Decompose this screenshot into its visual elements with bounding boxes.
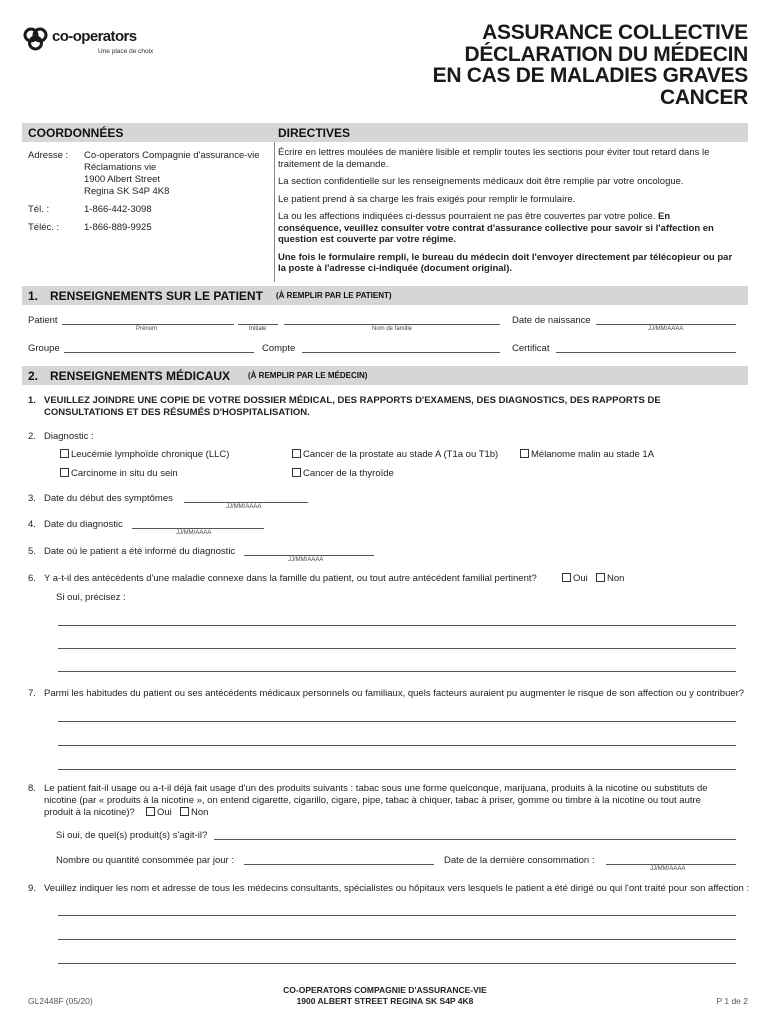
directives-heading: DIRECTIVES xyxy=(278,126,351,140)
directive-1: Écrire en lettres moulées de manière lisible et remplir toutes les sections pour éviter tout retard dans le traitement de la demande. xyxy=(278,147,710,170)
dob-label: Date de naissance xyxy=(512,315,591,326)
q9-number: 9. xyxy=(28,883,36,894)
q6-number: 6. xyxy=(28,573,36,584)
compte-label: Compte xyxy=(262,343,296,354)
q6-answer-line-3[interactable] xyxy=(58,671,736,672)
title-line-3: EN CAS DE MALADIES GRAVES xyxy=(432,64,748,87)
symptom-date-field[interactable] xyxy=(184,502,308,503)
diag-melanome-label: Mélanome malin au stade 1A xyxy=(531,449,655,460)
dob-hint: JJ/MM/AAAA xyxy=(648,326,684,332)
q6-non-option[interactable] xyxy=(596,573,624,584)
q8-number: 8. xyxy=(28,783,36,794)
diagnosis-date-hint: JJ/MM/AAAA xyxy=(176,530,212,536)
form-code: GL2448F (05/20) xyxy=(28,996,93,1006)
q8-non-label: Non xyxy=(191,807,209,818)
informed-date-field[interactable] xyxy=(244,555,374,556)
q8-oui-option[interactable] xyxy=(146,807,172,818)
diag-llc-label: Leucémie lymphoïde chronique (LLC) xyxy=(71,449,230,460)
q6-sub-label: Si oui, précisez : xyxy=(56,592,126,603)
groupe-label: Groupe xyxy=(28,343,60,354)
footer-company: CO-OPERATORS COMPAGNIE D'ASSURANCE-VIE xyxy=(283,985,487,995)
form-title xyxy=(433,22,748,108)
q8-quantity-label: Nombre ou quantité consommée par jour : xyxy=(56,855,234,866)
q7-answer-line-1[interactable] xyxy=(58,721,736,722)
q2-number: 2. xyxy=(28,431,36,442)
initial-field[interactable] xyxy=(238,324,278,325)
q4-number: 4. xyxy=(28,519,36,530)
q3-text: Date du début des symptômes xyxy=(44,493,173,504)
q6-oui-checkbox[interactable] xyxy=(562,573,571,582)
section2-title: RENSEIGNEMENTS MÉDICAUX xyxy=(50,369,231,383)
q6-non-checkbox[interactable] xyxy=(596,573,605,582)
section1-header xyxy=(22,286,748,305)
q6-non-label: Non xyxy=(607,573,625,584)
q6-text: Y a-t-il des antécédents d'une maladie connexe dans la famille du patient, ou tout autre antécédent familial pertinent? xyxy=(44,573,537,584)
q9-answer-line-1[interactable] xyxy=(58,915,736,916)
q8-text-3: produit à la nicotine)? xyxy=(44,807,135,818)
certificat-label: Certificat xyxy=(512,343,550,354)
initial-hint: Initiale xyxy=(249,326,267,332)
q6-answer-line-2[interactable] xyxy=(58,648,736,649)
q9-answer-line-2[interactable] xyxy=(58,939,736,940)
section2-number: 2. xyxy=(28,369,39,383)
diag-thyroide-checkbox[interactable] xyxy=(292,468,301,477)
address-line-4: Regina SK S4P 4K8 xyxy=(84,186,170,197)
section2-header xyxy=(22,366,748,385)
directive-4-bold: En conséquence, veuillez consulter votre contrat d'assurance collective pour savoir si l'affection en question est couverte par votre régime. xyxy=(278,211,714,245)
q7-text: Parmi les habitudes du patient ou ses antécédents médicaux personnels ou familiaux, quels facteurs auraient pu augmenter le risque de son affection ou y contribuer? xyxy=(44,688,745,699)
diag-sein-option[interactable] xyxy=(60,468,178,479)
q2-text: Diagnostic : xyxy=(44,431,94,442)
q5-text: Date où le patient a été informé du diagnostic xyxy=(44,546,236,557)
diag-prostate-option[interactable] xyxy=(292,449,498,460)
q8-products-label: Si oui, de quel(s) produit(s) s'agit-il? xyxy=(56,830,208,841)
informed-date-hint: JJ/MM/AAAA xyxy=(288,557,324,563)
q6-answer-line-1[interactable] xyxy=(58,625,736,626)
patient-label: Patient xyxy=(28,315,58,326)
directive-2: La section confidentielle sur les renseignements médicaux doit être remplie par votre oncologue. xyxy=(278,176,684,187)
q1-number: 1. xyxy=(28,395,36,406)
q9-answer-line-3[interactable] xyxy=(58,963,736,964)
q6-oui-label: Oui xyxy=(573,573,588,584)
q7-answer-line-2[interactable] xyxy=(58,745,736,746)
q3-number: 3. xyxy=(28,493,36,504)
groupe-field[interactable] xyxy=(64,352,254,353)
address-line-2: Réclamations vie xyxy=(84,162,157,173)
q4-text: Date du diagnostic xyxy=(44,519,123,530)
logo-tagline: Une place de choix xyxy=(98,48,154,55)
address-label: Adresse : xyxy=(28,150,69,161)
q5-number: 5. xyxy=(28,546,36,557)
q8-quantity-field[interactable] xyxy=(244,864,434,865)
directives-block xyxy=(278,147,734,281)
q6-oui-option[interactable] xyxy=(562,573,588,584)
address-line-1: Co-operators Compagnie d'assurance-vie xyxy=(84,150,260,161)
q9-text: Veuillez indiquer les nom et adresse de tous les médecins consultants, spécialistes ou hôpitaux vers lesquels le patient a été dirigé ou qui l'ont traité pour son affection : xyxy=(44,883,750,894)
diag-sein-checkbox[interactable] xyxy=(60,468,69,477)
page-number: P 1 de 2 xyxy=(716,996,748,1006)
q8-last-use-label: Date de la dernière consommation : xyxy=(444,855,595,866)
last-name-field[interactable] xyxy=(284,324,500,325)
diag-prostate-label: Cancer de la prostate au stade A (T1a ou T1b) xyxy=(303,449,499,460)
section1-note: (À REMPLIR PAR LE PATIENT) xyxy=(276,291,392,300)
address-line-3: 1900 Albert Street xyxy=(84,174,161,185)
tel-value: 1-866-442-3098 xyxy=(84,204,152,215)
title-line-1: ASSURANCE COLLECTIVE xyxy=(482,21,748,44)
first-name-field[interactable] xyxy=(62,324,234,325)
diag-thyroide-label: Cancer de la thyroïde xyxy=(303,468,394,479)
q8-non-option[interactable] xyxy=(180,807,208,818)
diag-thyroide-option[interactable] xyxy=(292,468,394,479)
column-divider xyxy=(274,142,275,282)
co-operators-logo-icon xyxy=(22,26,50,52)
q8-last-use-hint: JJ/MM/AAAA xyxy=(650,866,686,872)
q8-products-field[interactable] xyxy=(214,839,736,840)
footer-address: 1900 ALBERT STREET REGINA SK S4P 4K8 xyxy=(296,996,474,1006)
diag-llc-checkbox[interactable] xyxy=(60,449,69,458)
directive-4 xyxy=(278,211,734,246)
q7-number: 7. xyxy=(28,688,36,699)
dob-field[interactable] xyxy=(596,324,736,325)
q8-text-2: nicotine (par « produits à la nicotine », on entend cigarette, cigarillo, cigare, pipe, tabac à chiquer, tabac à priser, gomme ou timbre à la nicotine ou tout autre xyxy=(44,795,701,806)
coordonnees-heading: COORDONNÉES xyxy=(28,126,124,140)
q8-oui-label: Oui xyxy=(157,807,172,818)
logo-brand: co-operators xyxy=(52,28,137,45)
first-name-hint: Prénom xyxy=(136,326,158,332)
directive-5: Une fois le formulaire rempli, le bureau du médecin doit l'envoyer directement par télécopieur ou par la poste à l'adresse ci-indiquée (document original). xyxy=(278,251,733,274)
directive-4-text: La ou les affections indiquées ci-dessus pourraient ne pas être couvertes par votre police. xyxy=(278,211,659,222)
section2-note: (À REMPLIR PAR LE MÉDECIN) xyxy=(248,371,368,380)
q1-text: VEUILLEZ JOINDRE UNE COPIE DE VOTRE DOSSIER MÉDICAL, DES RAPPORTS D'EXAMENS, DES DIAGNOSTICS, DES RAPPORTS DE CONSULTATIONS ET DES RÉSUMÉS D'HOSPITALISATION. xyxy=(44,395,661,418)
section1-title: RENSEIGNEMENTS SUR LE PATIENT xyxy=(50,289,263,303)
q8-oui-checkbox[interactable] xyxy=(146,807,155,816)
section1-number: 1. xyxy=(28,289,39,303)
directive-3: Le patient prend à sa charge les frais exigés pour remplir le formulaire. xyxy=(278,193,576,205)
symptom-date-hint: JJ/MM/AAAA xyxy=(226,504,262,510)
company-logo xyxy=(22,26,172,66)
diag-prostate-checkbox[interactable] xyxy=(292,449,301,458)
diagnosis-date-field[interactable] xyxy=(132,528,264,529)
diag-sein-label: Carcinome in situ du sein xyxy=(71,468,178,479)
title-line-4: CANCER xyxy=(659,85,748,109)
title-line-2: DÉCLARATION DU MÉDECIN xyxy=(464,42,748,66)
tel-label: Tél. : xyxy=(28,204,50,215)
q8-last-use-field[interactable] xyxy=(606,864,736,865)
diag-llc-option[interactable] xyxy=(60,449,229,460)
diag-melanome-option[interactable] xyxy=(520,449,654,460)
compte-field[interactable] xyxy=(302,352,500,353)
fax-label: Téléc. : xyxy=(28,222,60,233)
certificat-field[interactable] xyxy=(556,352,736,353)
q8-text-1: Le patient fait-il usage ou a-t-il déjà fait usage d'un des produits suivants : tabac sous une forme quelconque, marijuana, produits à la nicotine ou substituts de xyxy=(44,783,708,794)
q8-non-checkbox[interactable] xyxy=(180,807,189,816)
footer-address-block xyxy=(235,985,535,1007)
last-name-hint: Nom de famille xyxy=(372,326,413,332)
info-header-bar xyxy=(22,123,748,142)
fax-value: 1-866-889-9925 xyxy=(84,222,152,233)
q7-answer-line-3[interactable] xyxy=(58,769,736,770)
diag-melanome-checkbox[interactable] xyxy=(520,449,529,458)
